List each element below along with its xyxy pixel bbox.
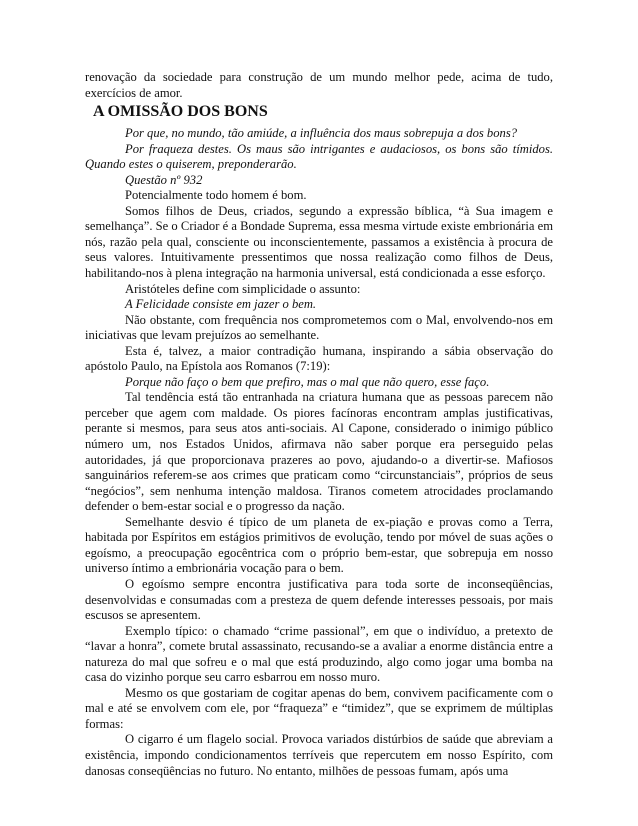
answer-text: Por fraqueza destes. Os maus são intrigantes e audaciosos, os bons são tímidos. Quando estes o quiserem, preponderarão. <box>85 141 553 172</box>
paragraph: Somos filhos de Deus, criados, segundo a expressão bíblica, “à Sua imagem e semelhança”. Se o Criador é a Bondade Suprema, essa mesma virtude existe embrionária em nós, razão pela qual, consciente ou inconscientemente, passamos a existência à procura de seus valores. Intuitivamente pressentimos que nossa realização como filhos de Deus, habilitando-nos à plena integração na harmonia universal, está condicionada a esse esforço. <box>85 203 553 281</box>
paragraph: Aristóteles define com simplicidade o assunto: <box>125 281 361 296</box>
intro-paragraph: renovação da sociedade para construção de um mundo melhor pede, acima de tudo, exercícios de amor. <box>85 70 553 100</box>
quote-paul: Porque não faço o bem que prefiro, mas o mal que não quero, esse faço. <box>125 374 490 389</box>
question-reference: Questão nº 932 <box>125 172 203 187</box>
section-title: A OMISSÃO DOS BONS <box>93 103 268 121</box>
document-page <box>85 70 553 779</box>
paragraph: Tal tendência está tão entranhada na criatura humana que as pessoas parecem não perceber que agem com maldade. Os piores facínoras encontram amplas justificativas, perante si mesmos, para seus atos anti-sociais. Al Capone, considerado o inimigo público número um, nos Estados Unidos, afirmava não saber porque era perseguido pelas autoridades, já que proporcionava prazeres ao povo, ajudando-o a divertir-se. Mafiosos sanguinários referem-se aos crimes que praticam como “circunstanciais”, próprios de seus “negócios”, sem nenhuma intenção maldosa. Tiranos cometem atrocidades proclamando defender o bem-estar social e o progresso da nação. <box>85 390 553 514</box>
quote-aristotle: A Felicidade consiste em jazer o bem. <box>125 297 317 312</box>
paragraph: Mesmo os que gostariam de cogitar apenas do bem, convivem pacificamente com o mal e até se envolvem com ele, por “fraqueza” e “timidez”, que se exprimem de múltiplas formas: <box>85 685 553 731</box>
paragraph: O cigarro é um flagelo social. Provoca variados distúrbios de saúde que abreviam a existência, impondo condicionamentos terríveis que repercutem em nosso Espírito, com danosas conseqüências no futuro. No entanto, milhões de pessoas fumam, após uma <box>85 732 553 778</box>
paragraph: Semelhante desvio é típico de um planeta de ex-piação e provas como a Terra, habitada por Espíritos em estágios primitivos de evolução, tendo por móvel de suas ações o egoísmo, a preocupação egocêntrica com o próprio bem-estar, que sobrepuja em nosso universo íntimo a embrionária vocação para o bem. <box>85 514 553 576</box>
paragraph: Exemplo típico: o chamado “crime passional”, em que o indivíduo, a pretexto de “lavar a honra”, comete brutal assassinato, recusando-se a avaliar a enorme distância entre a natureza do mal que sofreu e o mal que está produzindo, algo como jogar uma bomba na casa do vizinho porque seu carro esbarrou em nosso muro. <box>85 623 553 685</box>
paragraph: O egoísmo sempre encontra justificativa para toda sorte de inconseqüências, desenvolvidas e consumadas com a presteza de quem defende interesses pessoais, por mais escusos se apresentem. <box>85 576 553 623</box>
paragraph: Esta é, talvez, a maior contradição humana, inspirando a sábia observação do apóstolo Paulo, na Epístola aos Romanos (7:19): <box>85 343 553 374</box>
paragraph: Não obstante, com frequência nos comprometemos com o Mal, envolvendo-nos em iniciativas que levam prejuízos ao semelhante. <box>85 312 553 343</box>
question-text: Por que, no mundo, tão amiúde, a influência dos maus sobrepuja a dos bons? <box>125 126 518 141</box>
paragraph: Potencialmente todo homem é bom. <box>125 188 307 203</box>
